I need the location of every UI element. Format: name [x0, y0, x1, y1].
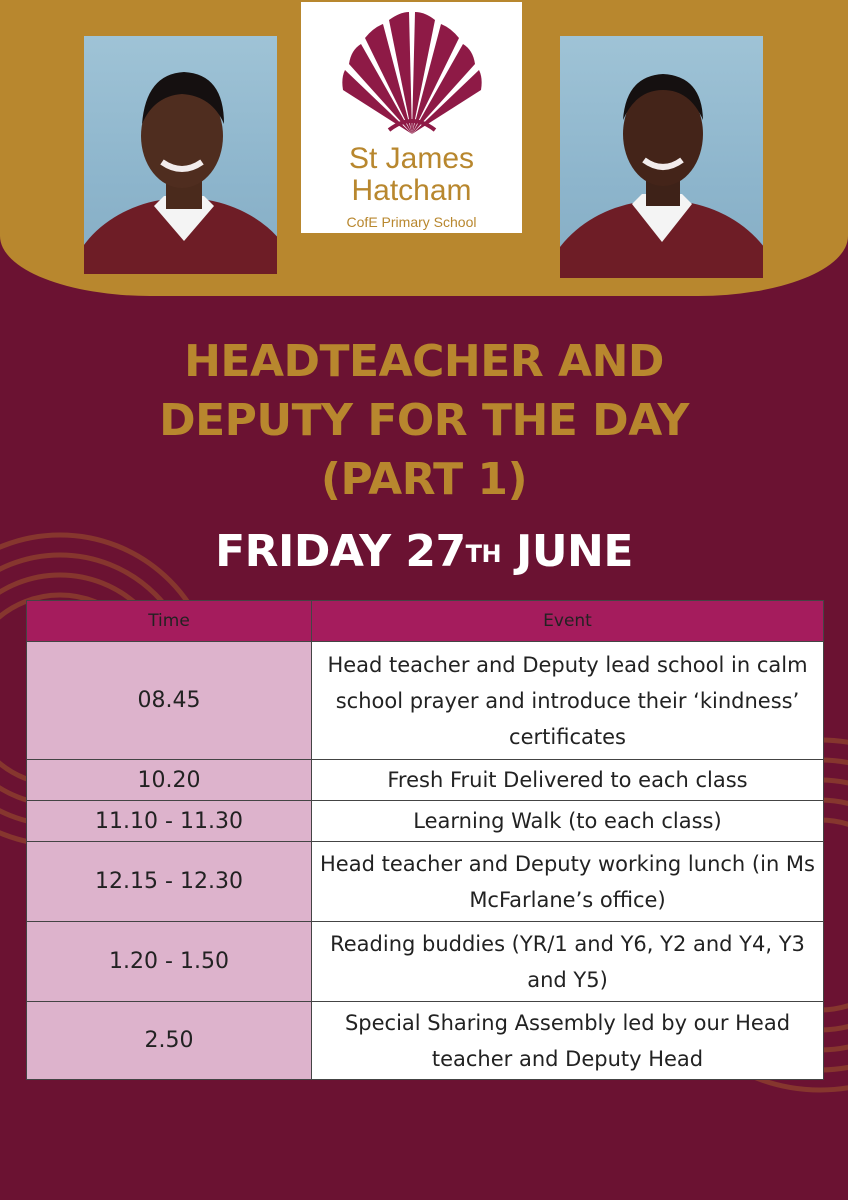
event-cell: Learning Walk (to each class)	[312, 801, 824, 842]
title-line3: (PART 1)	[320, 454, 528, 505]
table-row	[27, 642, 824, 760]
shell-icon	[337, 4, 487, 136]
table-row	[27, 801, 824, 842]
date-prefix: FRIDAY 27	[215, 526, 466, 577]
time-cell: 10.20	[27, 760, 312, 801]
school-name-line3: CofE Primary School	[346, 214, 477, 230]
schedule-table	[26, 600, 824, 1080]
time-cell: 12.15 - 12.30	[27, 842, 312, 922]
event-cell: Fresh Fruit Delivered to each class	[312, 760, 824, 801]
time-cell: 11.10 - 11.30	[27, 801, 312, 842]
event-cell: Head teacher and Deputy working lunch (in Ms McFarlane’s office)	[312, 842, 824, 922]
header-time: Time	[27, 601, 312, 642]
date-month: JUNE	[501, 526, 633, 577]
title-line1: HEADTEACHER AND	[184, 336, 664, 387]
title-line2: DEPUTY FOR THE DAY	[159, 395, 689, 446]
table-row	[27, 842, 824, 922]
school-name-line2: Hatcham	[351, 174, 472, 207]
time-cell: 2.50	[27, 1002, 312, 1080]
headteacher-photo	[84, 36, 277, 274]
page-title	[0, 332, 848, 509]
table-header-row	[27, 601, 824, 642]
date-suffix-ordinal: TH	[465, 540, 502, 568]
table-row	[27, 760, 824, 801]
event-cell: Reading buddies (YR/1 and Y6, Y2 and Y4, Y3 and Y5)	[312, 922, 824, 1002]
event-cell: Special Sharing Assembly led by our Head teacher and Deputy Head	[312, 1002, 824, 1080]
event-date	[0, 520, 848, 584]
event-cell: Head teacher and Deputy lead school in calm school prayer and introduce their ‘kindness’ certificates	[312, 642, 824, 760]
header-event: Event	[312, 601, 824, 642]
deputy-photo	[560, 36, 763, 278]
time-cell: 1.20 - 1.50	[27, 922, 312, 1002]
school-name-line1: St James	[348, 142, 475, 175]
table-row	[27, 1002, 824, 1080]
table-row	[27, 922, 824, 1002]
school-logo	[301, 2, 522, 233]
time-cell: 08.45	[27, 642, 312, 760]
